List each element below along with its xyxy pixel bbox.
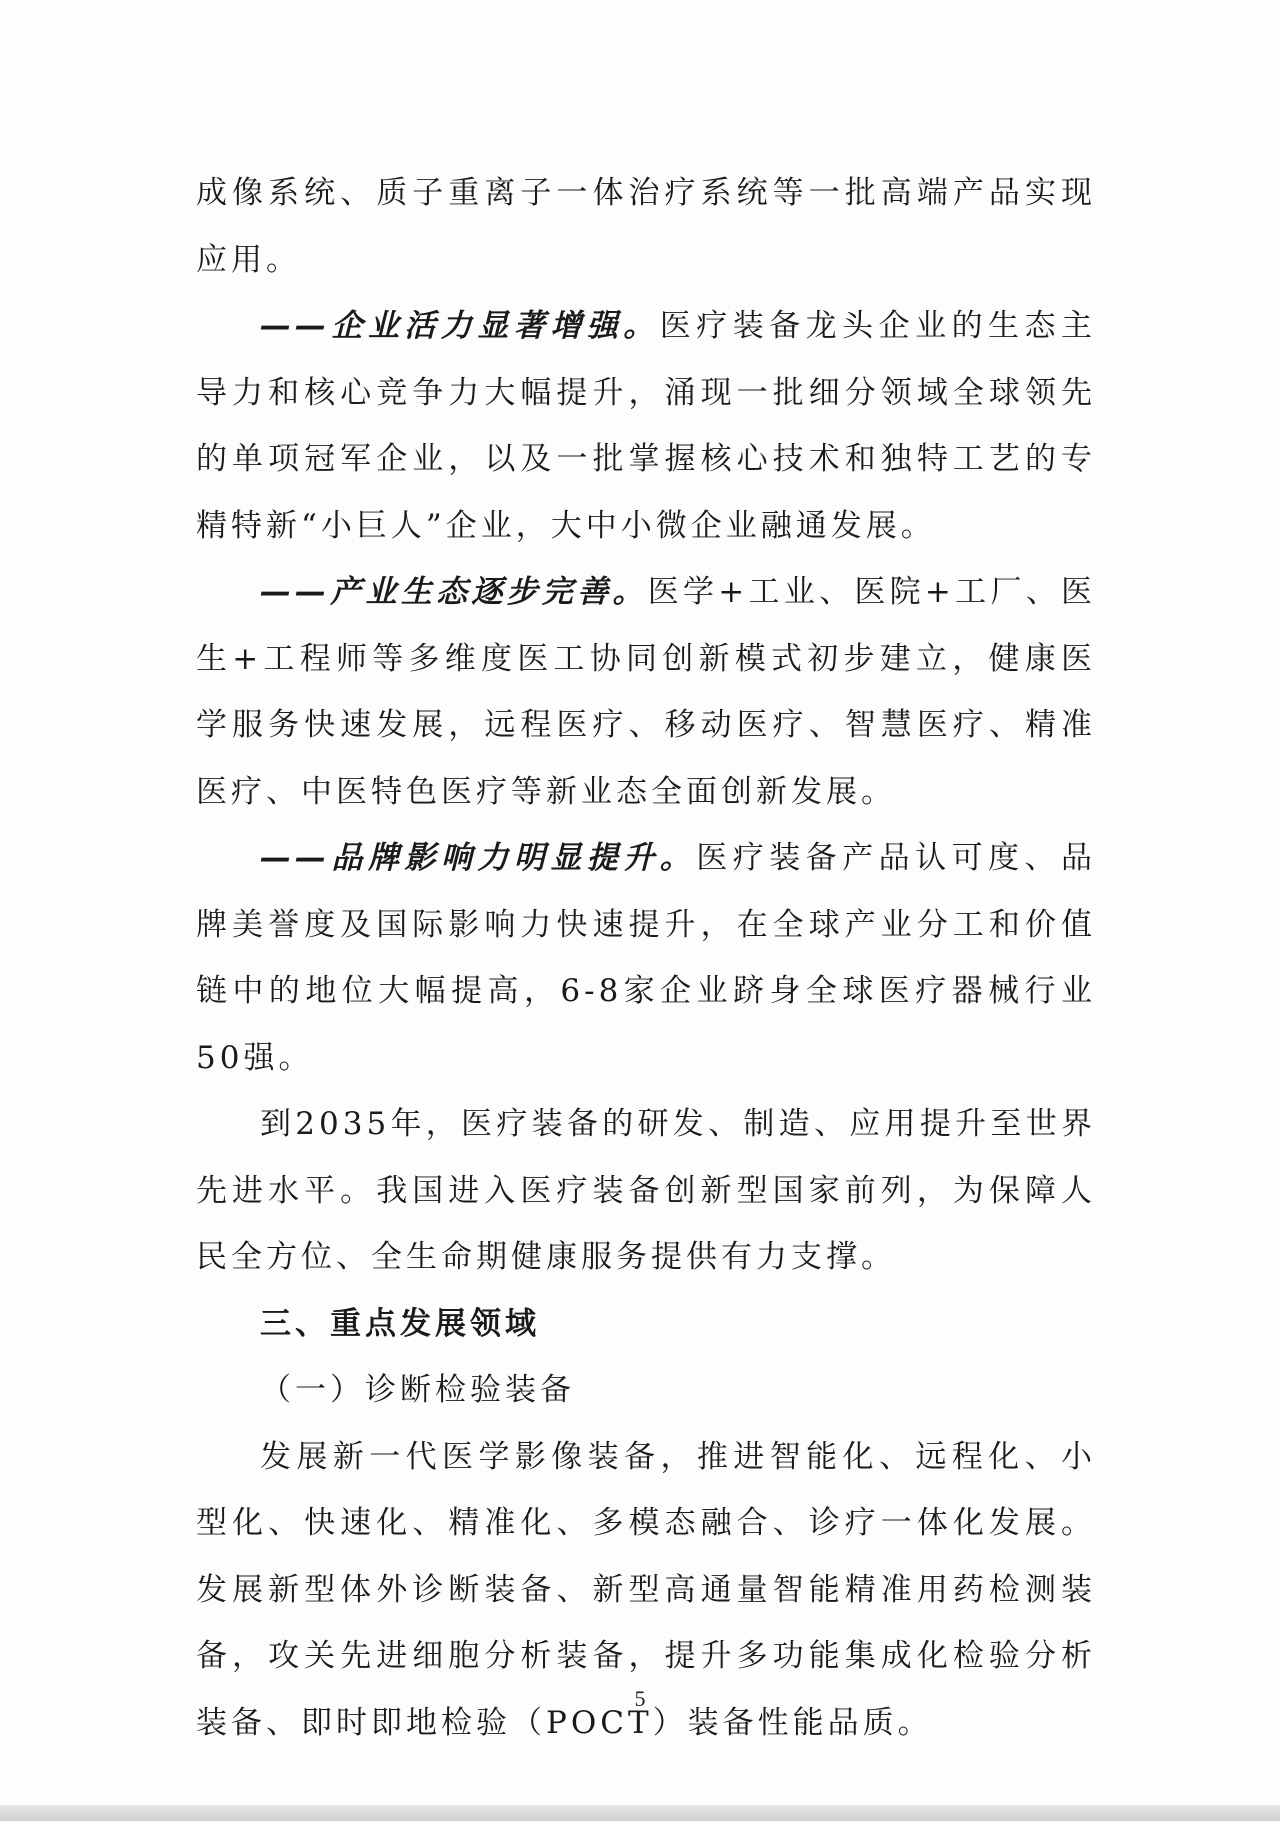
- paragraph-enterprise-vitality: [196, 293, 1096, 559]
- paragraph-text: 医学+工业、医院+工厂、医生+工程师等多维度医工协同创新模式初步建立，健康医学服务快速发展，远程医疗、移动医疗、智慧医疗、精准医疗、中医特色医疗等新业态全面创新发展。: [196, 574, 1096, 810]
- paragraph-text: 医疗装备龙头企业的生态主导力和核心竞争力大幅提升，涌现一批细分领域全球领先的单项冠军企业，以及一批掌握核心技术和独特工艺的专精特新“小巨人”企业，大中小微企业融通发展。: [196, 308, 1097, 544]
- scan-bottom-edge: [0, 1805, 1280, 1821]
- paragraph-lead: ——品牌影响力明显提升。: [260, 840, 697, 876]
- paragraph-text: 医疗装备产品认可度、品牌美誉度及国际影响力快速提升，在全球产业分工和价值链中的地位大幅提高，6-8家企业跻身全球医疗器械行业50强。: [196, 840, 1097, 1076]
- paragraph-lead: ——产业生态逐步完善。: [260, 574, 648, 610]
- paragraph-continuation: 成像系统、质子重离子一体治疗系统等一批高端产品实现应用。: [196, 175, 1096, 278]
- document-body: [196, 160, 1096, 1756]
- paragraph-2035-goal: 到2035年，医疗装备的研发、制造、应用提升至世界先进水平。我国进入医疗装备创新型国家前列，为保障人民全方位、全生命期健康服务提供有力支撑。: [196, 1106, 1096, 1275]
- page-number: 5: [634, 1686, 646, 1711]
- paragraph-industry-ecosystem: [196, 559, 1096, 825]
- paragraph-lead: ——企业活力显著增强。: [260, 308, 660, 344]
- section-heading: 三、重点发展领域: [260, 1305, 540, 1342]
- paragraph-diagnostic-equipment: 发展新一代医学影像装备，推进智能化、远程化、小型化、快速化、精准化、多模态融合、诊疗一体化发展。发展新型体外诊断装备、新型高通量智能精准用药检测装备，攻关先进细胞分析装备，提升多功能集成化检验分析装备、即时即地检验（POCT）装备性能品质。: [196, 1438, 1096, 1741]
- subsection-heading: （一）诊断检验装备: [260, 1372, 575, 1408]
- paragraph-brand-influence: [196, 825, 1096, 1091]
